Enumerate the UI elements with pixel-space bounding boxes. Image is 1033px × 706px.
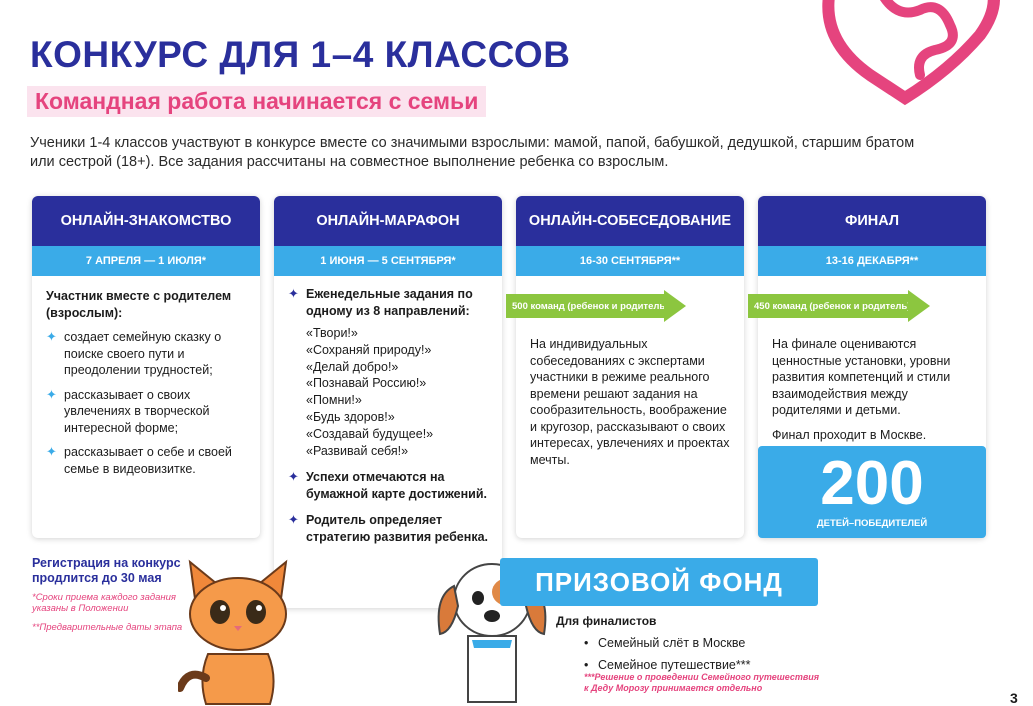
stage-date: 7 АПРЕЛЯ — 1 ИЮЛЯ*	[32, 246, 260, 276]
registration-deadline: Регистрация на конкурс продлится до 30 мая	[32, 556, 181, 585]
sparkle-icon: ✦	[46, 386, 57, 402]
prize-for-label: Для финалистов	[556, 614, 657, 628]
sparkle-icon: ✦	[288, 469, 299, 485]
list-item: «Сохраняй природу!»	[306, 342, 432, 357]
stage-date: 16-30 СЕНТЯБРЯ**	[516, 246, 744, 276]
winners-caption: ДЕТЕЙ–ПОБЕДИТЕЛЕЙ	[816, 518, 928, 529]
stage-card-online-marathon	[274, 196, 502, 608]
list-item: Успехи отмечаются на бумажной карте достижений.	[306, 470, 488, 501]
list-item: «Познавай Россию!»	[306, 376, 427, 391]
footnote-2: **Предварительные даты этапа	[32, 622, 183, 633]
stage-title: ОНЛАЙН-МАРАФОН	[274, 196, 502, 246]
list-item: «Помни!»	[306, 393, 362, 408]
stage-description: На индивидуальных собеседованиях с экспертами участники в режиме реального времени решают задания на сообразительность, воображение и кругозор, рассказывают о своих интересах, увлечениях и проектах мечты.	[530, 337, 730, 467]
stage-title: ОНЛАЙН-ЗНАКОМСТВО	[32, 196, 260, 246]
directions-list	[288, 325, 490, 459]
stage-date: 13-16 ДЕКАБРЯ**	[758, 246, 986, 276]
stage-card-online-interview	[516, 196, 744, 538]
stage-location: Финал проходит в Москве.	[772, 427, 927, 442]
list-item: рассказывает о себе и своей семье в видеовизитке.	[64, 445, 232, 476]
list-item: «Твори!»	[306, 326, 358, 340]
list-item: рассказывает о своих увлечениях в творческой интересной форме;	[64, 387, 210, 435]
footnote-1: *Сроки приема каждого задания указаны в Положении	[32, 592, 176, 614]
cat-illustration	[178, 558, 298, 706]
list-item: создает семейную сказку о поиске своего пути и преодолении трудностей;	[64, 330, 222, 377]
stage-title: ФИНАЛ	[758, 196, 986, 246]
stage-card-online-acquaintance	[32, 196, 260, 538]
list-item: «Делай добро!»	[306, 359, 399, 374]
winners-box	[758, 446, 986, 538]
arrow-head-icon	[664, 290, 686, 322]
sparkle-icon: ✦	[288, 512, 299, 528]
prize-footnote: ***Решение о проведении Семейного путешествия к Деду Морозу принимается отдельно	[584, 672, 820, 693]
sparkle-icon: ✦	[46, 444, 57, 459]
list-item: «Развивай себя!»	[306, 443, 409, 458]
winners-count: 200	[820, 449, 924, 518]
intro-text: Ученики 1-4 классов участвуют в конкурсе вместе со значимыми взрослыми: мамой, папой, бабушкой, дедушкой, старшим братом или сестрой (18+). Все задания рассчитаны на совместное выполнение ребенка со взрослым.	[30, 135, 915, 170]
stage-lead: Участник вместе с родителем (взрослым):	[46, 289, 232, 320]
page-subtitle: Командная работа начинается с семьи	[35, 88, 479, 114]
bullet-icon: •	[584, 636, 589, 650]
prize-list	[584, 632, 750, 676]
list-item: «Создавай будущее!»	[306, 426, 434, 441]
list-item: «Будь здоров!»	[306, 409, 395, 424]
list-item: Семейное путешествие***	[598, 658, 751, 672]
teams-arrow-450	[748, 290, 932, 322]
puzzle-heart-logo	[810, 0, 1010, 110]
page-title: КОНКУРС ДЛЯ 1–4 КЛАССОВ	[30, 34, 571, 75]
arrow-head-icon	[908, 290, 930, 322]
list-item: Родитель определяет стратегию развития ребенка.	[306, 513, 488, 544]
bullet-icon: •	[584, 658, 589, 672]
sparkle-icon: ✦	[46, 329, 57, 344]
subtitle-highlight	[27, 86, 486, 117]
page-number: 3	[1010, 690, 1018, 706]
arrow-label: 500 команд (ребенок и родитель)	[506, 294, 666, 318]
teams-arrow-500	[506, 290, 686, 322]
stage-date: 1 ИЮНЯ — 5 СЕНТЯБРЯ*	[274, 246, 502, 276]
list-item: Семейный слёт в Москве	[598, 636, 746, 650]
stage-title: ОНЛАЙН-СОБЕСЕДОВАНИЕ	[516, 196, 744, 246]
arrow-label: 450 команд (ребенок и родитель)	[748, 294, 910, 318]
stage-description: На финале оцениваются ценностные установки, уровни развития компетенций и стили взаимодействия между родителями и детьми.	[772, 337, 951, 417]
sparkle-icon: ✦	[288, 286, 299, 301]
prize-fund-banner: ПРИЗОВОЙ ФОНД	[500, 558, 818, 606]
list-item: Еженедельные задания по одному из 8 направлений:	[306, 287, 473, 318]
